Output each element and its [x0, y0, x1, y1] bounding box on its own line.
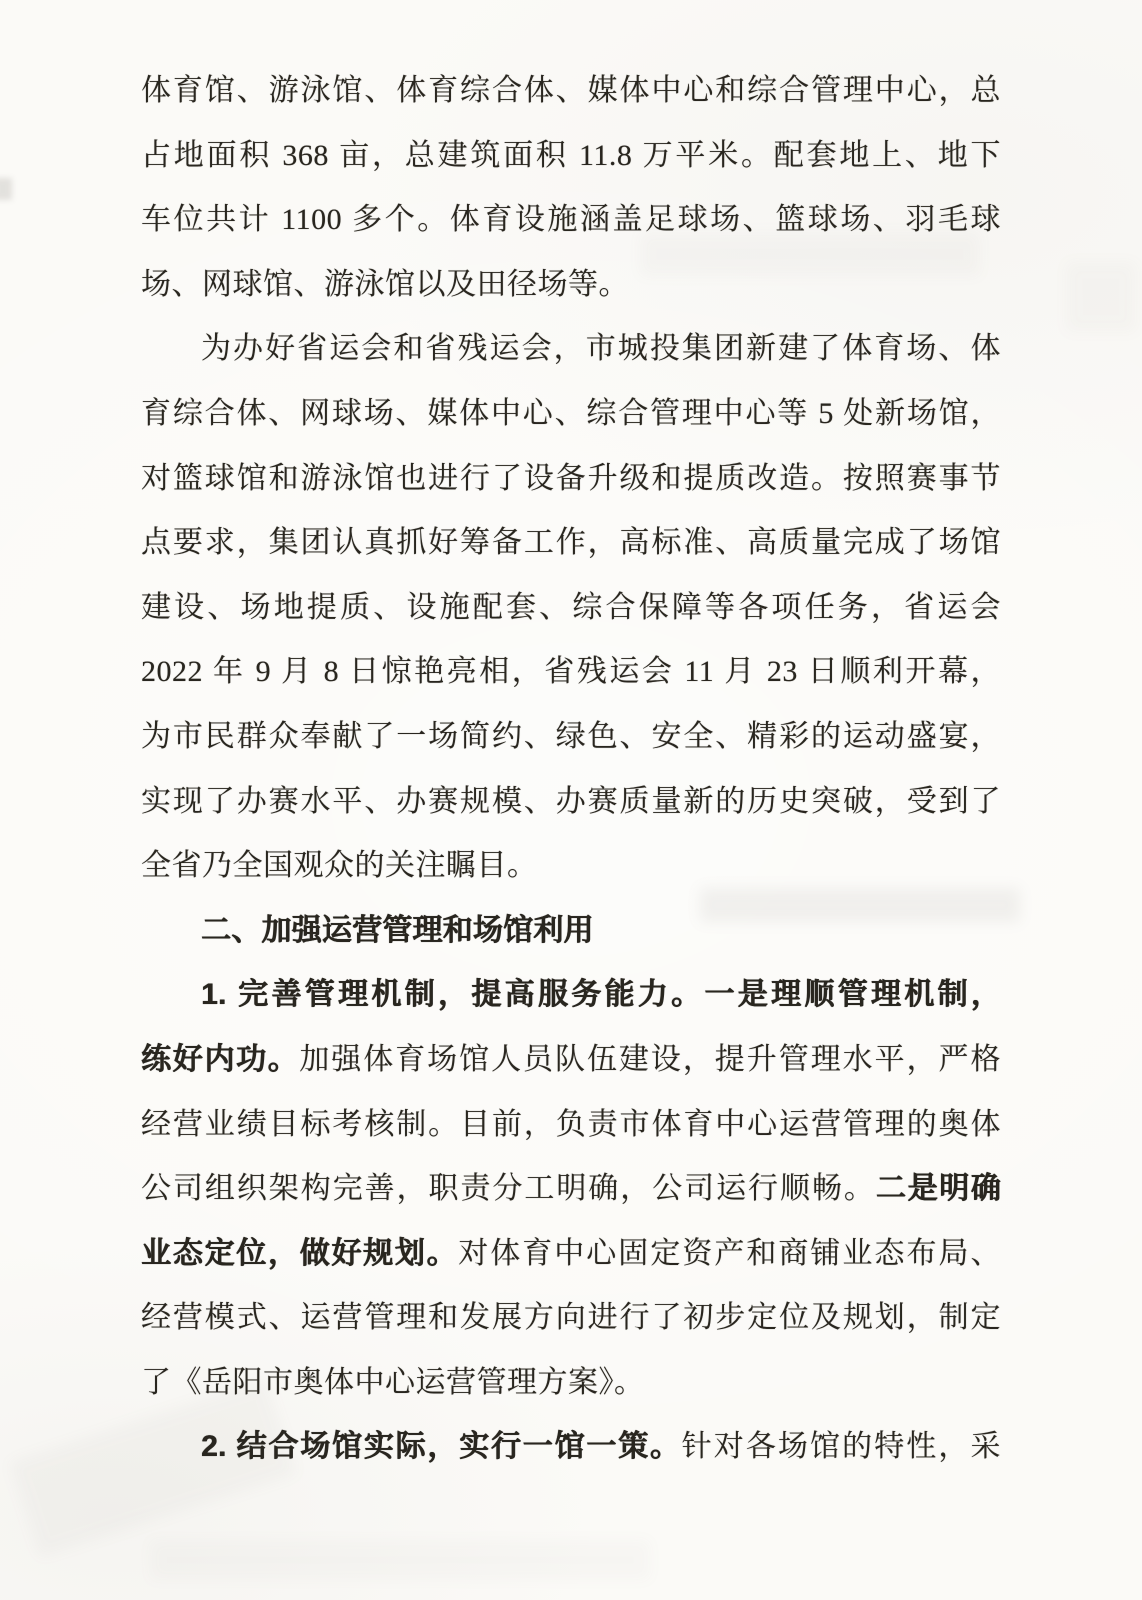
- scan-artifact: [1066, 262, 1136, 332]
- text-segment: 占地面积 368 亩，总建筑面积 11.8 万平米。配套地上、地下: [141, 138, 1001, 172]
- bold-text-segment: 1. 完善管理机制，提高服务能力。一是理顺管理机制，: [201, 978, 1001, 1012]
- text-line: [141, 124, 1001, 189]
- text-line: [141, 1286, 1001, 1351]
- text-segment: 育综合体、网球场、媒体中心、综合管理中心等 5 处新场馆，: [141, 396, 1001, 430]
- bold-text-segment: 二、加强运营管理和场馆利用: [201, 913, 594, 947]
- bold-text-segment: 业态定位，做好规划。: [141, 1236, 459, 1270]
- text-segment: 经营模式、运营管理和发展方向进行了初步定位及规划，制定: [141, 1301, 1001, 1335]
- text-segment: 对篮球馆和游泳馆也进行了设备升级和提质改造。按照赛事节: [141, 461, 1001, 495]
- text-line: [141, 1093, 1001, 1158]
- text-line: [141, 253, 1001, 318]
- text-line: [141, 834, 1001, 899]
- scan-artifact: [0, 178, 12, 200]
- text-segment: 场、网球馆、游泳馆以及田径场等。: [141, 267, 629, 301]
- text-segment: 对体育中心固定资产和商铺业态布局、: [458, 1236, 1002, 1270]
- document-body: [141, 59, 1001, 1480]
- text-line: [141, 447, 1001, 512]
- text-line: [141, 576, 1001, 641]
- bold-text-segment: 练好内功。: [141, 1042, 300, 1076]
- text-segment: 2022 年 9 月 8 日惊艳亮相，省残运会 11 月 23 日顺利开幕，: [141, 655, 1001, 689]
- text-line: [141, 770, 1001, 835]
- text-segment: 实现了办赛水平、办赛规模、办赛质量新的历史突破，受到了: [141, 784, 1001, 818]
- text-segment: 全省乃全国观众的关注瞩目。: [141, 849, 538, 883]
- text-line: [141, 899, 1001, 964]
- bold-text-segment: 2. 结合场馆实际，实行一馆一策。: [201, 1430, 682, 1464]
- text-segment: 经营业绩目标考核制。目前，负责市体育中心运营管理的奥体: [141, 1107, 1001, 1141]
- text-line: [141, 1351, 1001, 1416]
- text-segment: 针对各场馆的特性，采: [681, 1430, 1001, 1464]
- text-line: [141, 511, 1001, 576]
- text-line: [141, 705, 1001, 770]
- text-line: [141, 1222, 1001, 1287]
- text-segment: 点要求，集团认真抓好筹备工作，高标准、高质量完成了场馆: [141, 526, 1001, 560]
- text-line: [141, 382, 1001, 447]
- text-line: [141, 1415, 1001, 1480]
- text-segment: 车位共计 1100 多个。体育设施涵盖足球场、篮球场、羽毛球: [141, 203, 1001, 237]
- text-segment: 为市民群众奉献了一场简约、绿色、安全、精彩的运动盛宴，: [141, 719, 1001, 753]
- text-line: [141, 1028, 1001, 1093]
- text-line: [141, 1157, 1001, 1222]
- text-line: [141, 317, 1001, 382]
- text-line: [141, 59, 1001, 124]
- text-line: [141, 640, 1001, 705]
- text-line: [141, 963, 1001, 1028]
- scan-artifact: [150, 1540, 650, 1580]
- text-segment: 体育馆、游泳馆、体育综合体、媒体中心和综合管理中心，总: [141, 74, 1001, 107]
- text-segment: 建设、场地提质、设施配套、综合保障等各项任务，省运会: [141, 590, 1001, 624]
- text-segment: 加强体育场馆人员队伍建设，提升管理水平，严格: [299, 1042, 1002, 1076]
- text-segment: 公司组织架构完善，职责分工明确，公司运行顺畅。: [141, 1172, 876, 1206]
- bold-text-segment: 二是明确: [875, 1172, 1001, 1206]
- text-line: [141, 188, 1001, 253]
- text-segment: 了《岳阳市奥体中心运营管理方案》。: [141, 1365, 645, 1399]
- text-segment: 为办好省运会和省残运会，市城投集团新建了体育场、体: [201, 332, 1001, 366]
